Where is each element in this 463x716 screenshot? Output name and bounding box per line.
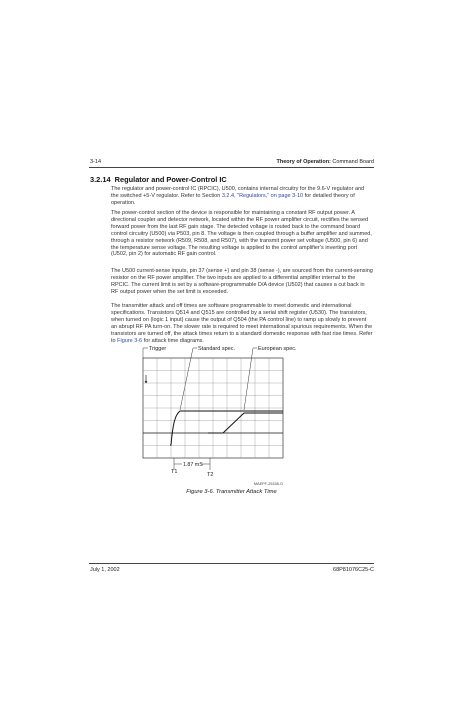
standard-spec-waveform [170, 411, 283, 445]
paragraph-attack-times [111, 303, 373, 344]
figure-id-label: MAEPF-25158-O [253, 482, 283, 486]
european-spec-waveform [208, 413, 283, 433]
running-header-rest: Command Board [330, 159, 374, 165]
european-spec-label: European spec. [258, 346, 297, 352]
section-heading: Regulator and Power-Control IC [114, 175, 227, 184]
page-number: 3-14 [90, 159, 102, 165]
header-rule [89, 167, 374, 168]
section-number: 3.2.14 [90, 175, 111, 184]
paragraph-text: The regulator and power-control IC (RPCIC), U500, contains internal circuitry for the 9.6-V regulator and the switched +5-V regulator. Refer to Section [111, 186, 365, 199]
paragraph-power-control: The power-control section of the device is responsible for maintaining a constant RF output power. A directional coupler and detector network, located within the RF power amplifier circuit, rectifies the sensed forward power from the last RF gain stage. The detected voltage is routed back to the command board control circuitry (U500) via P503, pin 8. The voltage is then coupled through a buffer amplifier and summed, through a resistor network (R509, R508, and R507), with the transmit power set voltage (U500, pin 6) and the temperature sense voltage. The resulting voltage is applied to the control amplifier’s inverting port (U502, pin 2) for automatic RF gain control. [111, 210, 372, 258]
section-title [90, 175, 227, 184]
trigger-marker [145, 375, 147, 383]
figure-caption: Figure 3-6. Transmitter Attack Time [186, 489, 277, 495]
running-header-bold: Theory of Operation: [276, 159, 331, 165]
standard-leader [180, 348, 193, 410]
european-leader [244, 348, 253, 410]
t1-label: T1 [171, 469, 178, 475]
paragraph-text: for attack time diagrams. [142, 337, 204, 344]
figure-reference-link[interactable]: Figure 3-6 [117, 337, 143, 344]
paragraph-current-sense: The U500 current-sense inputs, pin 37 (sense +) and pin 38 (sense -), are sourced from the current-sensing resistor on the RF power amplifier. The two inputs are applied to a differential amplifier internal to the RPCIC. The current limit is set by a software-programmable D/A device (U502) that causes a cut back in RF output power when the set limit is exceeded. [111, 268, 373, 295]
paragraph-text: The transmitter attack and off times are software programmable to meet domestic and international specifications. Transistors Q514 and Q515 are controlled by a serial shift register (U530). The transistors, when turned on (logic 1 input) cause the output of Q504 (the PA control line) to ramp up slowly to prevent an abrupt RF PA turn-on. The slower rate is required to meet international spurious requirements. When the transistors are turned off, the attack times return to a standard domestic response with fast rise times. Refer to [111, 303, 373, 344]
running-header [277, 159, 375, 165]
section-reference-link[interactable]: 3.2.4, "Regulators," on page 3-10 [221, 192, 304, 199]
footer-rule [89, 563, 374, 564]
paragraph-text: for detailed theory of operation. [111, 192, 355, 206]
paragraph-regulator [111, 186, 373, 207]
attack-time-diagram [138, 343, 297, 488]
time-interval-label: 1.87 mS [183, 462, 203, 468]
trigger-label: Trigger [149, 346, 167, 352]
footer-date: July 1, 2002 [90, 567, 120, 573]
standard-spec-label: Standard spec. [198, 346, 235, 352]
t2-label: T2 [207, 472, 214, 478]
footer-doc-number: 68P81076C25-C [333, 567, 374, 573]
